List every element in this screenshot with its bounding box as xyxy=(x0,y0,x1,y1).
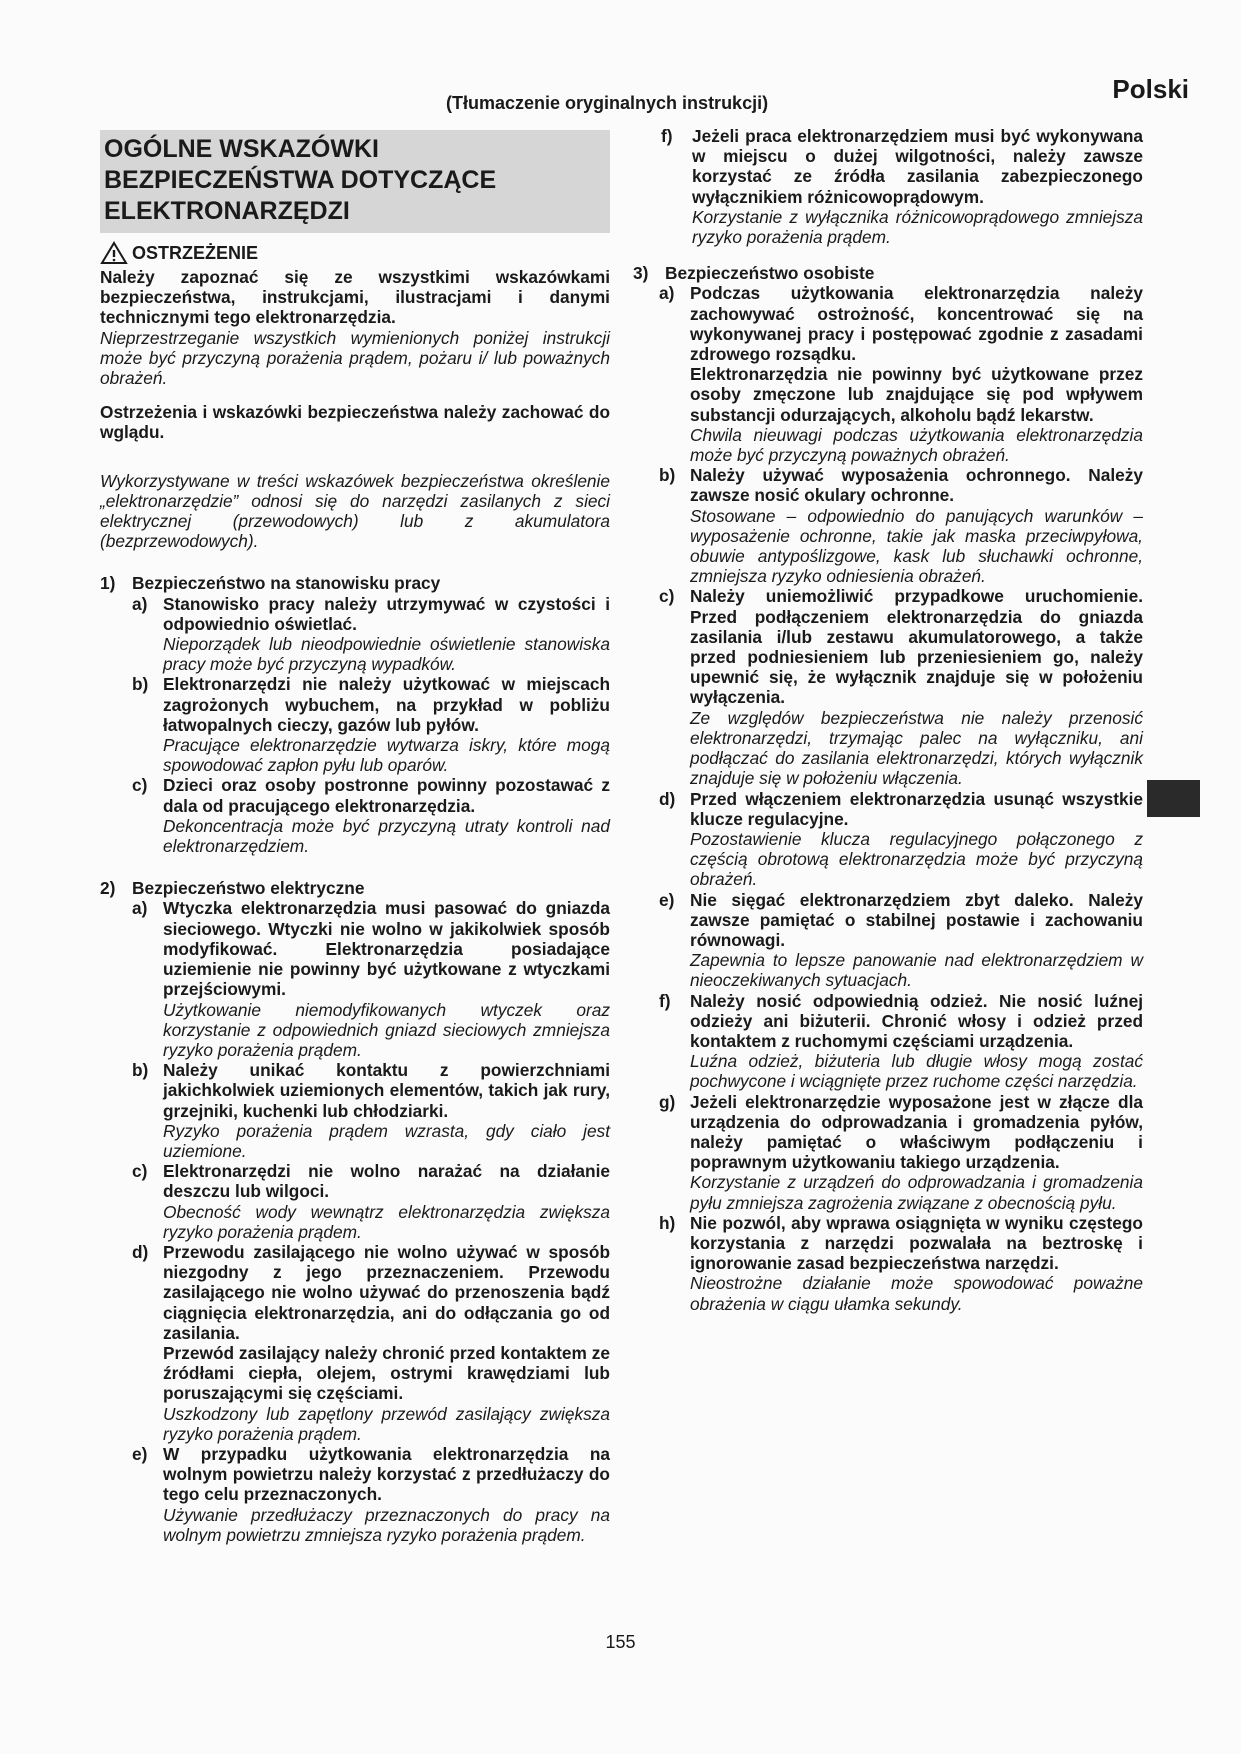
keep-notice: Ostrzeżenia i wskazówki bezpieczeństwa należy zachować do wglądu. xyxy=(100,402,610,443)
section-number: 2) xyxy=(100,878,116,899)
item-label: e) xyxy=(132,1443,148,1464)
section-number: 3) xyxy=(633,263,649,284)
item-bold: Elektronarzędzi nie wolno narażać na działanie deszczu lub wilgoci. xyxy=(163,1161,610,1202)
list-item xyxy=(100,674,610,775)
list-item xyxy=(633,1092,1143,1213)
section-title: OGÓLNE WSKAZÓWKI BEZPIECZEŃSTWA DOTYCZĄCE ELEKTRONARZĘDZI xyxy=(100,130,610,233)
warning-heading xyxy=(100,241,610,265)
item-bold: Jeżeli elektronarzędzie wyposażone jest w złącze dla urządzenia do odprowadzania i gromadzenia pyłów, należy pamiętać o właściwym podłączeniu i poprawnym użytkowaniu takiego urządzenia. xyxy=(690,1091,1143,1173)
item-bold: Podczas użytkowania elektronarzędzia należy zachowywać ostrożność, koncentrować się na wykonywanej pracy i postępować zgodnie z zasadami zdrowego rozsądku. xyxy=(690,283,1143,365)
item-bold: W przypadku użytkowania elektronarzędzia na wolnym powietrzu należy korzystać z przedłużaczy do tego celu przeznaczonych. xyxy=(163,1443,610,1505)
item-label: c) xyxy=(132,775,148,796)
left-column xyxy=(100,130,610,1545)
right-column xyxy=(633,126,1143,1314)
item-italic: Luźna odzież, biżuteria lub długie włosy mogą zostać pochwycone i wciągnięte przez ruchome części narzędzia. xyxy=(690,1051,1143,1092)
item-italic: Dekoncentracja może być przyczyną utraty kontroli nad elektronarzędziem. xyxy=(163,815,610,857)
item-label: b) xyxy=(659,465,676,486)
item-bold: Należy uniemożliwić przypadkowe uruchomienie. Przed podłączeniem elektronarzędzia do gniazda zasilania i/lub zestawu akumulatorowego, a także przed podniesieniem lub przeniesieniem go, należy upewnić się, że wyłącznik znajduje się w położeniu wyłączenia. xyxy=(690,586,1143,708)
list-item xyxy=(100,775,610,856)
list-item xyxy=(633,586,1143,788)
list-item xyxy=(100,1161,610,1242)
item-italic: Nieporządek lub nieodpowiednie oświetlenie stanowiska pracy może być przyczyną wypadków. xyxy=(163,634,610,675)
item-bold: Dzieci oraz osoby postronne powinny pozostawać z dala od pracującego elektronarzędzia. xyxy=(163,775,610,816)
list-item xyxy=(633,283,1143,465)
item-italic: Ze względów bezpieczeństwa nie należy przenosić elektronarzędzi, trzymając palec na wyłączniku, ani podłączać do zasilania elektronarzędzi, których wyłącznik znajduje się w położeniu włączenia. xyxy=(690,707,1143,789)
section-title-text: Bezpieczeństwo na stanowisku pracy xyxy=(132,573,441,594)
intro-bold: Należy zapoznać się ze wszystkimi wskazówkami bezpieczeństwa, instrukcjami, ilustracjami i danymi technicznymi tego elektronarzędzia. xyxy=(100,267,610,328)
item-italic: Pracujące elektronarzędzie wytwarza iskry, które mogą spowodować zapłon pyłu lub oparów. xyxy=(163,735,610,776)
item-italic: Korzystanie z urządzeń do odprowadzania i gromadzenia pyłu zmniejsza zagrożenia związane z obecnością pyłu. xyxy=(690,1172,1143,1213)
list-item xyxy=(100,594,610,675)
item-label: f) xyxy=(659,990,671,1011)
list-item xyxy=(100,898,610,1060)
section-title-text: Bezpieczeństwo elektryczne xyxy=(132,878,365,899)
item-bold: Należy unikać kontaktu z powierzchniami jakichkolwiek uziemionych elementów, takich jak rury, grzejniki, kuchenki lub chłodziarki. xyxy=(163,1060,610,1121)
item-bold: Przed włączeniem elektronarzędzia usunąć wszystkie klucze regulacyjne. xyxy=(690,788,1143,829)
translation-note: (Tłumaczenie oryginalnych instrukcji) xyxy=(446,93,769,113)
item-bold: Jeżeli praca elektronarzędziem musi być wykonywana w miejscu o dużej wilgotności, należy zawsze korzystać ze źródła zasilania zabezpieczonego wyłącznikiem różnicowoprądowym. xyxy=(692,126,1143,207)
item-label: g) xyxy=(659,1091,676,1112)
item-bold: Należy używać wyposażenia ochronnego. Należy zawsze nosić okulary ochronne. xyxy=(690,465,1143,506)
thumb-index-tab xyxy=(1147,780,1200,817)
section-title-text: Bezpieczeństwo osobiste xyxy=(665,263,875,284)
list-item xyxy=(100,1242,610,1444)
item-italic: Uszkodzony lub zapętlony przewód zasilający zwiększa ryzyko porażenia prądem. xyxy=(163,1403,610,1444)
item-italic: Ryzyko porażenia prądem wzrasta, gdy ciało jest uziemione. xyxy=(163,1120,610,1161)
item-italic: Obecność wody wewnątrz elektronarzędzia zwiększa ryzyko porażenia prądem. xyxy=(163,1201,610,1242)
item-label: f) xyxy=(661,126,673,146)
item-bold: Nie pozwól, aby wprawa osiągnięta w wyniku częstego korzystania z narzędzi pozwalała na beztroskę i ignorowanie zasad bezpieczeństwa narzędzi. xyxy=(690,1212,1143,1274)
item-label: h) xyxy=(659,1212,676,1233)
item-label: e) xyxy=(659,889,675,910)
item-bold: Stanowisko pracy należy utrzymywać w czystości i odpowiednio oświetlać. xyxy=(163,593,610,634)
warning-triangle-icon xyxy=(100,241,128,265)
list-item xyxy=(633,1213,1143,1314)
list-item xyxy=(633,126,1143,247)
item-bold: Nie sięgać elektronarzędziem zbyt daleko. Należy zawsze pamiętać o stabilnej postawie i zachowaniu równowagi. xyxy=(690,889,1143,950)
item-italic: Nieostrożne działanie może spowodować poważne obrażenia w ciągu ułamka sekundy. xyxy=(690,1273,1143,1314)
term-definition: Wykorzystywane w treści wskazówek bezpieczeństwa określenie „elektronarzędzie” odnosi się do narzędzi zasilanych z sieci elektrycznej (przewodowych) lub z akumulatora (bezprzewodowych). xyxy=(100,470,610,552)
item-label: d) xyxy=(659,788,676,809)
intro-italic: Nieprzestrzeganie wszystkich wymienionych poniżej instrukcji może być przyczyną porażenia prądem, pożaru i/ lub poważnych obrażeń. xyxy=(100,327,610,389)
item-italic: Pozostawienie klucza regulacyjnego połączonego z częścią obrotową elektronarzędzia może być przyczyną obrażeń. xyxy=(690,828,1143,890)
item-italic: Używanie przedłużaczy przeznaczonych do pracy na wolnym powietrzu zmniejsza ryzyko porażenia prądem. xyxy=(163,1504,610,1545)
section-3-heading xyxy=(633,263,1143,283)
page-number: 155 xyxy=(605,1632,636,1652)
item-italic: Korzystanie z wyłącznika różnicowoprądowego zmniejsza ryzyko porażenia prądem. xyxy=(692,206,1143,248)
list-item xyxy=(633,991,1143,1092)
list-item xyxy=(633,890,1143,991)
section-2-heading xyxy=(100,878,610,898)
item-bold: Przewodu zasilającego nie wolno używać w sposób niezgodny z jego przeznaczeniem. Przewodu zasilającego nie wolno używać do przenoszenia bądź ciągnięcia elektronarzędzia, ani do odłączania go od zasilania. xyxy=(163,1241,610,1343)
item-label: c) xyxy=(132,1161,148,1182)
item-bold: Wtyczka elektronarzędzia musi pasować do gniazda sieciowego. Wtyczki nie wolno w jakikolwiek sposób modyfikować. Elektronarzędzia posiadające uziemienie nie powinny być użytkowane z wtyczkami przejściowymi. xyxy=(163,898,610,1000)
item-label: d) xyxy=(132,1241,149,1262)
item-bold-2: Przewód zasilający należy chronić przed kontaktem ze źródłami ciepła, olejem, ostrymi krawędziami lub poruszającymi się częściami. xyxy=(163,1342,610,1404)
item-label: b) xyxy=(132,1060,149,1081)
language-label: Polski xyxy=(1112,74,1189,104)
warning-label: OSTRZEŻENIE xyxy=(132,242,259,263)
item-label: a) xyxy=(132,898,148,919)
item-bold: Elektronarzędzi nie należy użytkować w miejscach zagrożonych wybuchem, na przykład w pobliżu łatwopalnych cieczy, gazów lub pyłów. xyxy=(163,674,610,735)
item-label: c) xyxy=(659,586,675,607)
list-item xyxy=(100,1444,610,1545)
item-bold-2: Elektronarzędzia nie powinny być użytkowane przez osoby zmęczone lub znajdujące się pod wpływem substancji odurzających, alkoholu bądź lekarstw. xyxy=(690,364,1143,425)
item-bold: Należy nosić odpowiednią odzież. Nie nosić luźnej odzieży ani biżuterii. Chronić włosy i odzież przed kontaktem z ruchomymi częściami urządzenia. xyxy=(690,990,1143,1051)
list-item xyxy=(633,465,1143,586)
item-label: a) xyxy=(659,283,675,304)
list-item xyxy=(633,789,1143,890)
item-italic: Chwila nieuwagi podczas użytkowania elektronarzędzia może być przyczyną poważnych obrażeń. xyxy=(690,424,1143,466)
section-number: 1) xyxy=(100,573,116,594)
item-label: a) xyxy=(132,593,148,614)
item-italic: Zapewnia to lepsze panowanie nad elektronarzędziem w nieoczekiwanych sytuacjach. xyxy=(690,950,1143,991)
section-1-heading xyxy=(100,573,610,593)
list-item xyxy=(100,1060,610,1161)
item-italic: Stosowane – odpowiednio do panujących warunków – wyposażenie ochronne, takie jak maska przeciwpyłowa, obuwie antypoślizgowe, kask lub słuchawki ochronne, zmniejsza ryzyko odniesienia obrażeń. xyxy=(690,505,1143,587)
item-label: b) xyxy=(132,674,149,695)
item-italic: Użytkowanie niemodyfikowanych wtyczek oraz korzystanie z odpowiednich gniazd sieciowych zmniejsza ryzyko porażenia prądem. xyxy=(163,999,610,1060)
